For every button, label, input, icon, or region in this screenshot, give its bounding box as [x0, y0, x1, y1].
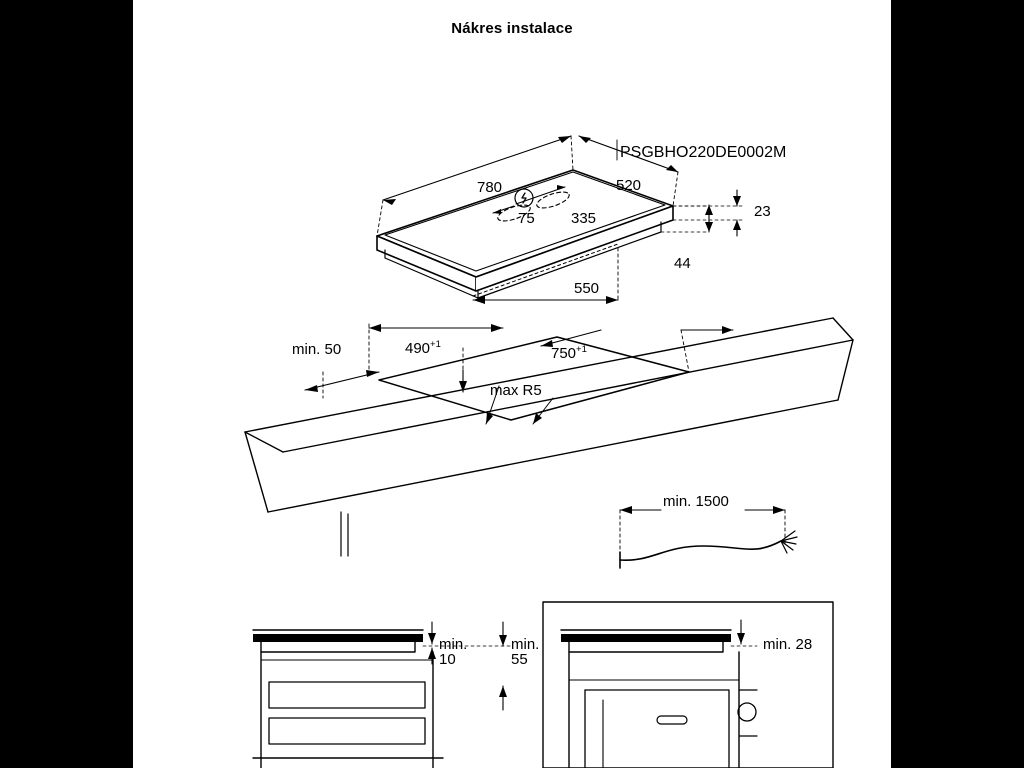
dim-offset-75: 75	[518, 210, 535, 227]
drawing-sheet	[133, 0, 891, 768]
dim-min-55-word: min.	[511, 636, 540, 653]
dim-cable-min-1500: min. 1500	[663, 493, 729, 510]
dim-min-10-word: min.	[439, 636, 468, 653]
dim-cutout-490-value: 490	[405, 340, 431, 357]
model-code-label: PSGBHO220DE0002M	[620, 144, 787, 161]
dim-depth-520: 520	[616, 177, 642, 194]
dim-height-44: 44	[674, 255, 691, 272]
dim-min-10-value: 10	[439, 651, 456, 668]
dim-cutout-490	[405, 340, 441, 357]
section-left-drawer	[253, 622, 511, 768]
dim-max-r5: max R5	[490, 382, 542, 399]
dim-cutout-750-tolerance: +1	[576, 344, 587, 355]
dim-offset-335: 335	[571, 210, 597, 227]
dim-cutout-490-tolerance: +1	[430, 339, 441, 350]
dim-min-55	[511, 637, 539, 667]
dim-cutout-750	[551, 345, 587, 362]
dim-min-50: min. 50	[292, 341, 342, 358]
dim-min-28: min. 28	[763, 636, 813, 653]
power-cable-view	[620, 506, 797, 568]
section-right-oven	[543, 602, 833, 768]
dim-depth-550: 550	[574, 280, 600, 297]
dim-height-23: 23	[754, 203, 771, 220]
page-title: Nákres instalace	[451, 20, 573, 37]
dim-width-780: 780	[477, 179, 503, 196]
dim-min-10	[439, 637, 467, 667]
dim-cutout-750-value: 750	[551, 345, 577, 362]
dim-min-55-value: 55	[511, 651, 528, 668]
